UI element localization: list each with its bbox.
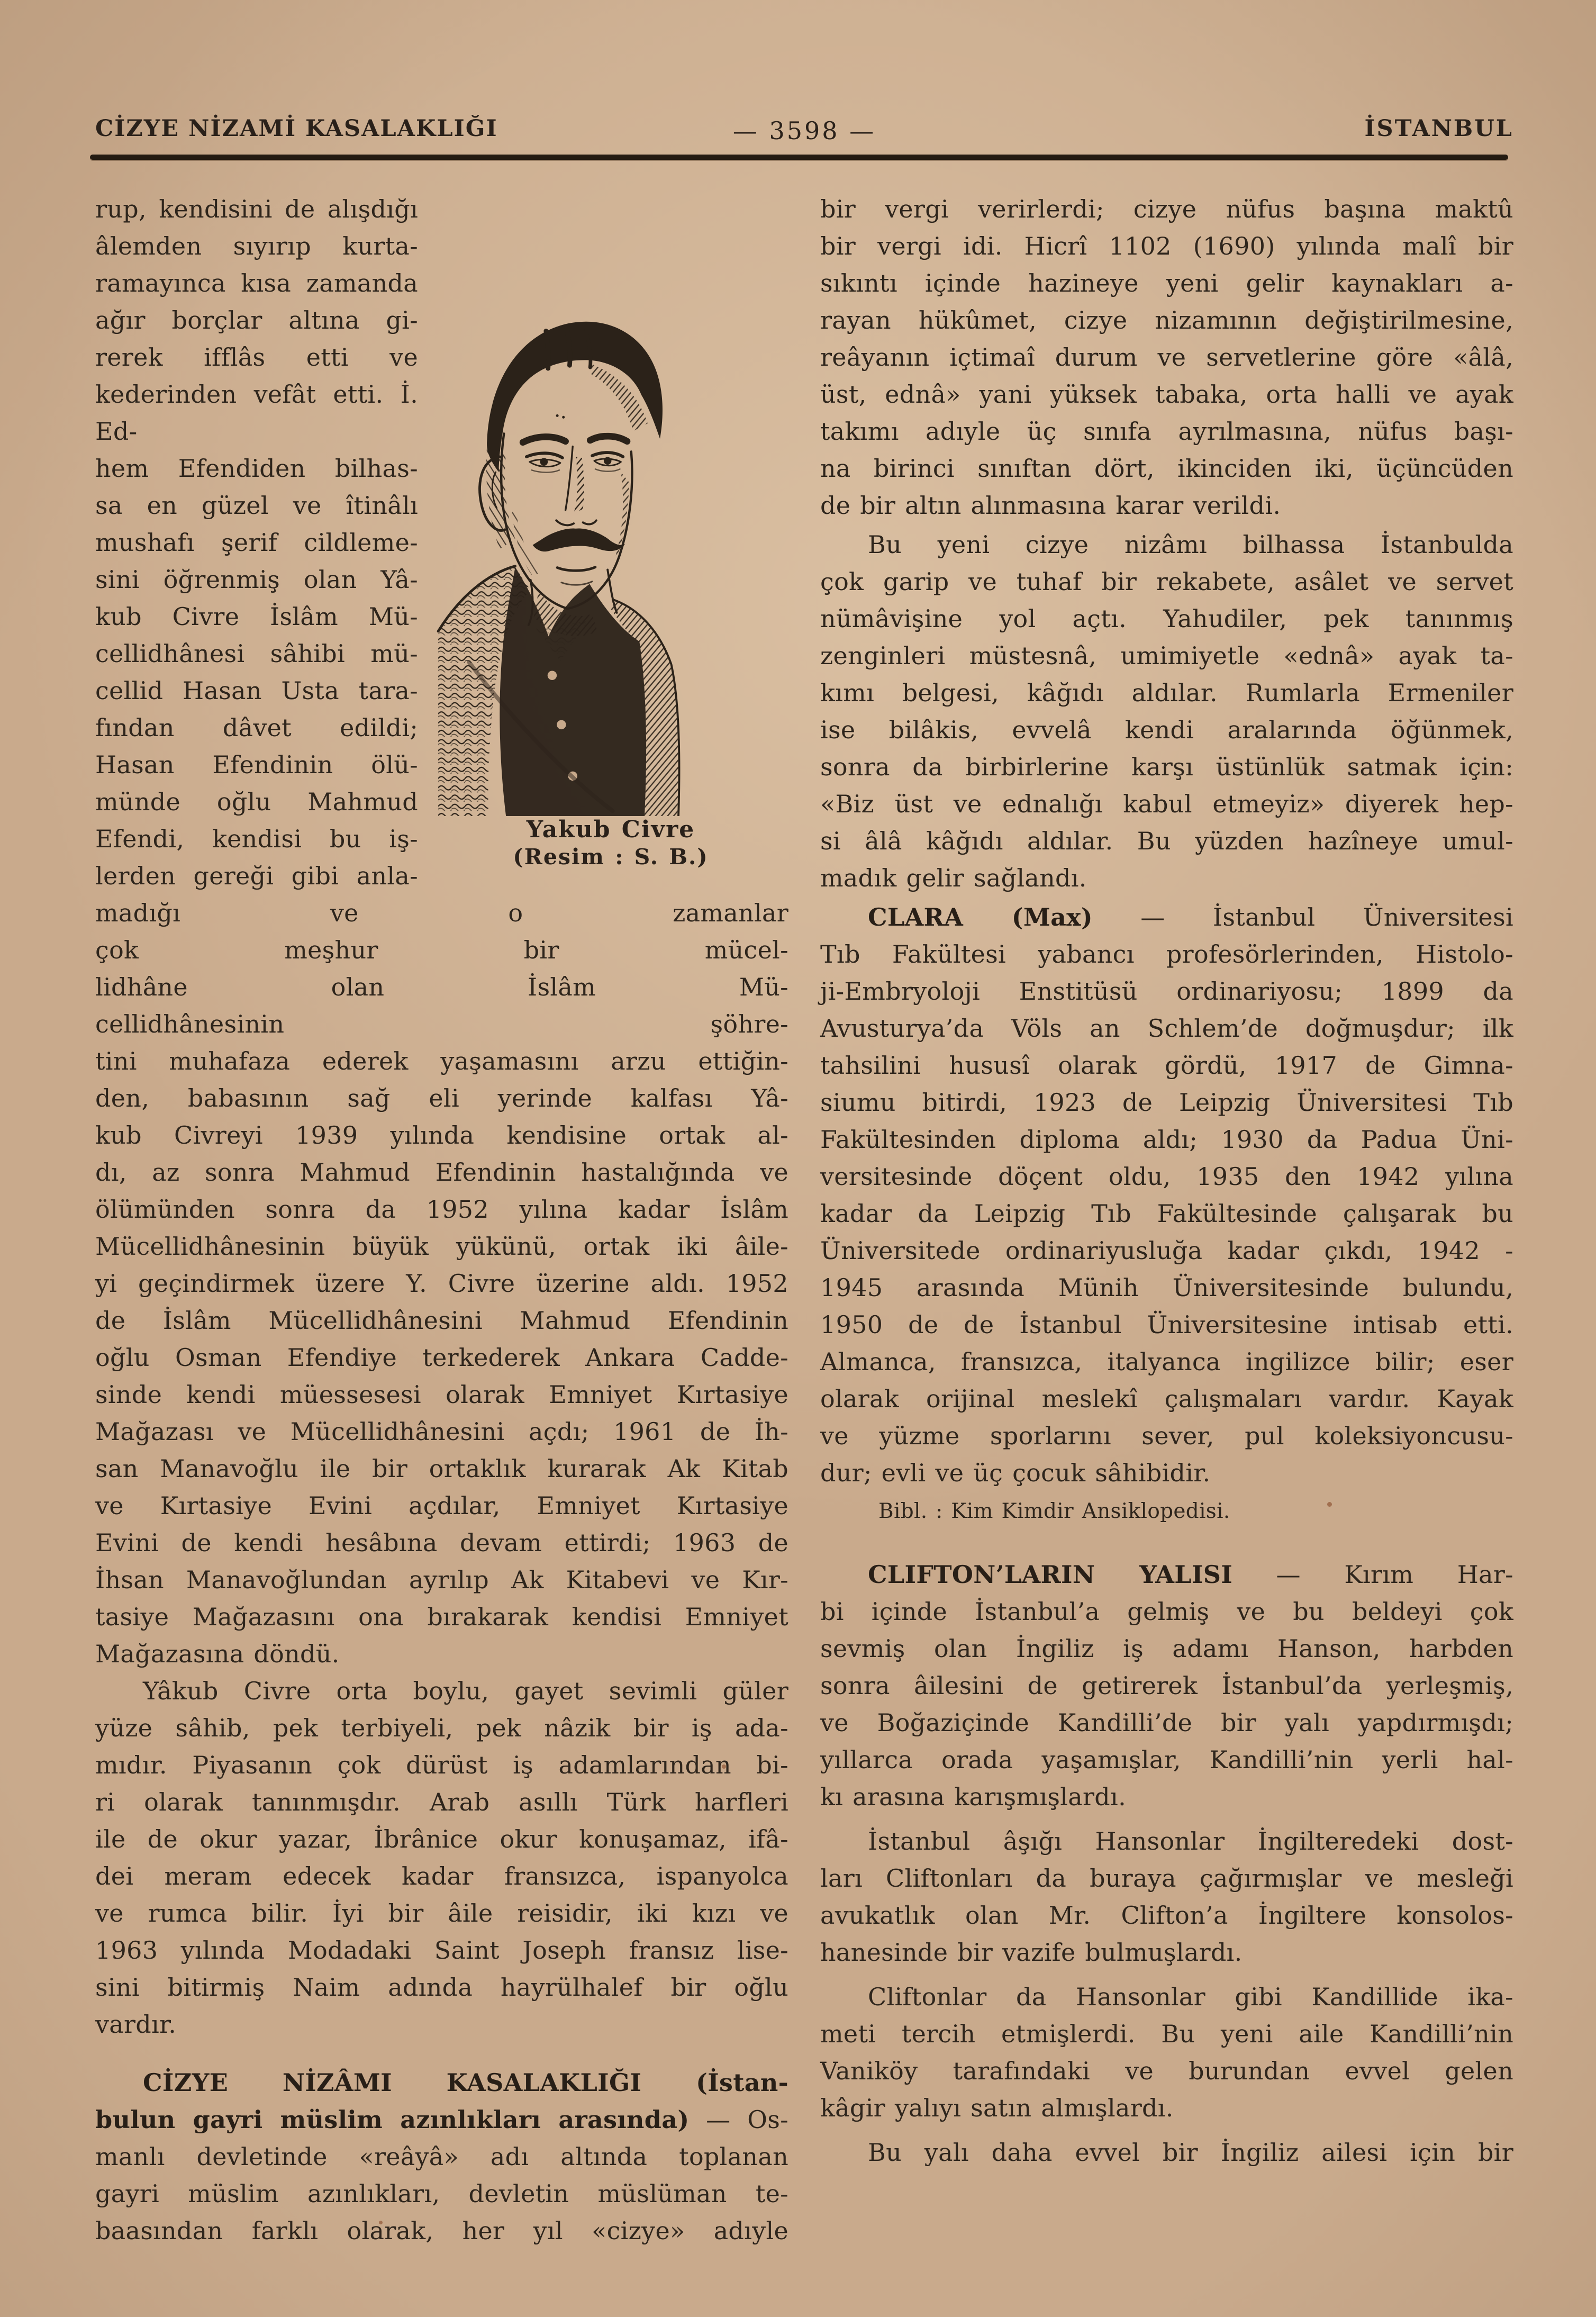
text-line: Bu yeni cizye nizâmı bilhassa İstanbulda xyxy=(868,530,1513,559)
text-line: Efendi, kendisi bu iş- xyxy=(95,825,418,853)
text-line: «Biz üst ve ednalığı kabul etmeyiz» diyerek hep- xyxy=(820,790,1513,818)
text-line: kı arasına karışmışlardı. xyxy=(820,1782,1126,1811)
text-line: rup, kendisini de alışdığı âlemden sıyırıp kurta- xyxy=(95,195,418,260)
text-line: den, babasının sağ eli yerinde kalfası Yâ- xyxy=(95,1084,788,1112)
text-line: Tıb Fakültesi yabancı profesörlerinden, Histolo- xyxy=(820,940,1513,969)
text-line: sinde kendi müessesesi olarak Emniyet Kırtasiye xyxy=(95,1380,788,1409)
text-line: sini bitirmiş Naim adında hayrülhalef bir oğlu xyxy=(95,1973,788,2002)
text-line: 1950 de de İstanbul Üniversitesine intisab etti. xyxy=(820,1310,1513,1339)
text-line: Vaniköy tarafındaki ve burundan evvel gelen xyxy=(820,2057,1513,2085)
text-line: Yâkub Civre orta boylu, gayet sevimli güler xyxy=(143,1677,788,1705)
text-line: yüze sâhib, pek terbiyeli, pek nâzik bir iş ada- xyxy=(95,1714,788,1742)
text-line: Hasan Efendinin ölü- xyxy=(95,750,418,779)
text-line: çok meşhur bir mücel- xyxy=(95,936,788,964)
paragraph xyxy=(820,1497,1513,1526)
running-title-left: CİZYE NİZAMİ KASALAKLIĞI xyxy=(95,115,498,142)
text-line: bir vergi idi. Hicrî 1102 (1690) yılında malî bir xyxy=(820,232,1513,260)
text-line: çok garip ve tuhaf bir rekabete, asâlet ve servet xyxy=(820,567,1513,596)
text-line: ve yüzme sporlarını sever, pul koleksiyoncusu- xyxy=(820,1422,1513,1450)
text-line: üst, ednâ» yani yüksek tabaka, orta halli ve ayak xyxy=(820,380,1513,409)
yakub-civre-portrait-illustration xyxy=(433,303,788,816)
header-divider xyxy=(90,155,1508,160)
text-columns xyxy=(95,191,1513,2249)
text-line: ri olarak tanınmışdır. Arab asıllı Türk harfleri xyxy=(95,1788,788,1816)
text-line: Mağazası ve Mücellidhânesini açdı; 1961 de İh- xyxy=(95,1417,788,1446)
text-line: ve Kırtasiye Evini açdılar, Emniyet Kırtasiye xyxy=(95,1491,788,1520)
text-line: tahsilini hususî olarak gördü, 1917 de Gimna- xyxy=(820,1051,1513,1080)
text-line: kub Civreyi 1939 yılında kendisine ortak al- xyxy=(95,1121,788,1150)
portrait-figure xyxy=(433,303,788,892)
paragraph xyxy=(95,2064,788,2249)
text-line: kımı belgesi, kâğıdı aldılar. Rumlarla Ermeniler xyxy=(820,678,1513,707)
text-line: mushafı şerif cildleme- xyxy=(95,528,418,557)
text-line: bi içinde İstanbul’a gelmiş ve bu beldeyi çok xyxy=(820,1597,1513,1626)
text-line: Evini de kendi hesâbına devam ettirdi; 1963 de xyxy=(95,1528,788,1557)
text-line: cellid Hasan Usta tara- xyxy=(95,676,418,705)
text-line: gayri müslim azınlıkları, devletin müslüman te- xyxy=(95,2179,788,2208)
text-line: dei meram edecek kadar fransızca, ispanyolca xyxy=(95,1862,788,1890)
text-line: baasından farklı olarak, her yıl «cizye» adıyle xyxy=(95,2216,788,2245)
text-line: meti tercih etmişlerdi. Bu yeni aile Kandilli’nin xyxy=(820,2020,1513,2048)
portrait-caption: Yakub Civre xyxy=(526,816,695,843)
text-line: CLIFTON’LARIN YALISI — Kırım Har- xyxy=(868,1560,1513,1589)
text-line: manlı devletinde «reâyâ» adı altında toplanan xyxy=(95,2142,788,2171)
text-line: dur; evli ve üç çocuk sâhibidir. xyxy=(820,1459,1211,1487)
text-line: ve Boğaziçinde Kandilli’de bir yalı yapdırmışdı; xyxy=(820,1708,1513,1737)
text-line: tasiye Mağazasını ona bırakarak kendisi Emniyet xyxy=(95,1603,788,1631)
text-line: İhsan Manavoğlundan ayrılıp Ak Kitabevi ve Kır- xyxy=(95,1565,788,1594)
text-line: Bibl. : Kim Kimdir Ansiklopedisi. xyxy=(878,1499,1230,1523)
text-line: nümâvişine yol açtı. Yahudiler, pek tanınmış xyxy=(820,604,1513,633)
text-line: sonra âilesini de getirerek İstanbul’da yerleşmiş, xyxy=(820,1671,1513,1700)
text-line: zenginleri müstesnâ, umimiyetle «ednâ» ayak ta- xyxy=(820,641,1513,670)
page-header xyxy=(95,115,1513,152)
text-line: mıdır. Piyasanın çok dürüst iş adamlarından bi- xyxy=(95,1751,788,1779)
text-line: Mücellidhânesinin büyük yükünü, ortak iki âile- xyxy=(95,1232,788,1261)
text-line: san Manavoğlu ile bir ortaklık kurarak Ak Kitab xyxy=(95,1454,788,1483)
text-line: reâyanın içtimaî durum ve servetlerine göre «âlâ, xyxy=(820,343,1513,372)
text-line: ise bilâkis, evvelâ kendi aralarında öğünmek, xyxy=(820,716,1513,744)
text-line: Cliftonlar da Hansonlar gibi Kandillide ika- xyxy=(868,1983,1513,2011)
text-line: hanesinde bir vazife bulmuşlardı. xyxy=(820,1938,1243,1967)
text-line: sevmiş olan İngiliz iş adamı Hanson, harbden xyxy=(820,1634,1513,1663)
paragraph xyxy=(820,1823,1513,1971)
text-line: bir vergi verirlerdi; cizye nüfus başına maktû xyxy=(820,195,1513,223)
paragraph xyxy=(95,1672,788,2043)
page-number: — 3598 — xyxy=(732,116,876,145)
portrait-credit: (Resim : S. B.) xyxy=(513,844,709,870)
text-line: olarak orijinal meslekî çalışmaları vardır. Kayak xyxy=(820,1384,1513,1413)
text-line: siumu bitirdi, 1923 de Leipzig Üniversitesi Tıb xyxy=(820,1088,1513,1117)
text-line: Üniversitede ordinariyusluğa kadar çıkdı, 1942 - xyxy=(820,1236,1513,1265)
text-line: ile de okur yazar, İbrânice okur konuşamaz, ifâ- xyxy=(95,1825,788,1853)
paragraph xyxy=(820,1556,1513,1815)
text-line: 1945 arasında Münih Üniversitesinde bulundu, xyxy=(820,1273,1513,1302)
text-line: kâgir yalıyı satın almışlardı. xyxy=(820,2094,1174,2122)
text-line: lidhâne olan İslâm Mü- xyxy=(95,973,788,1001)
text-line: madık gelir sağlandı. xyxy=(820,864,1087,892)
text-line: kadar da Leipzig Tıb Fakültesinde çalışarak bu xyxy=(820,1199,1513,1228)
text-line: lerden gereği gibi anla- xyxy=(95,862,418,890)
text-line: tini muhafaza ederek yaşamasını arzu ettiğin- xyxy=(95,1047,788,1075)
text-line: ramayınca kısa zamanda ağır borçlar altına gi- xyxy=(95,269,418,334)
text-line: kub Civre İslâm Mü- xyxy=(95,602,418,631)
text-line: de bir altın alınmasına karar verildi. xyxy=(820,491,1281,520)
text-line: sini öğrenmiş olan Yâ- xyxy=(95,565,418,594)
text-line: CİZYE NİZÂMI KASALAKLIĞI (İstan- xyxy=(143,2068,788,2097)
text-line: de İslâm Mücellidhânesini Mahmud Efendinin xyxy=(95,1306,788,1335)
paragraph xyxy=(820,899,1513,1491)
text-line: rayan hükûmet, cizye nizamının değiştirilmesine, xyxy=(820,306,1513,334)
text-line: dı, az sonra Mahmud Efendinin hastalığında ve xyxy=(95,1158,788,1187)
text-line: İstanbul âşığı Hansonlar İngilteredeki dost- xyxy=(868,1827,1513,1856)
text-line: takımı adıyle üç sınıfa ayrılmasına, nüfus başı- xyxy=(820,417,1513,446)
text-line: bulun gayri müslim azınlıkları arasında) — Os- xyxy=(95,2105,788,2134)
paragraph xyxy=(820,526,1513,897)
text-line: 1963 yılında Modadaki Saint Joseph fransız lise- xyxy=(95,1936,788,1965)
text-line: Fakültesinden diploma aldı; 1930 da Padua Üni- xyxy=(820,1125,1513,1154)
text-line: si âlâ kâğıdı aldılar. Bu yüzden hazîneye umul- xyxy=(820,827,1513,855)
text-line: ölümünden sonra da 1952 yılına kadar İslâm xyxy=(95,1195,788,1224)
text-line: ji-Embryoloji Enstitüsü ordinariyosu; 1899 da xyxy=(820,977,1513,1006)
text-line: avukatlık olan Mr. Clifton’a İngiltere konsolos- xyxy=(820,1901,1513,1930)
text-line: Mağazasına döndü. xyxy=(95,1640,340,1668)
paragraph xyxy=(820,1978,1513,2126)
text-line: versitesinde döçent oldu, 1935 den 1942 yılına xyxy=(820,1162,1513,1191)
text-line: cellidhânesinin şöhre- xyxy=(95,1010,788,1038)
text-line: cellidhânesi sâhibi mü- xyxy=(95,639,418,668)
right-column xyxy=(820,191,1513,2171)
text-line: Bu yalı daha evvel bir İngiliz ailesi için bir xyxy=(868,2138,1513,2167)
left-column xyxy=(95,191,788,2249)
text-line: ları Cliftonları da buraya çağırmışlar ve mesleği xyxy=(820,1864,1513,1893)
text-line: sonra da birbirlerine karşı üstünlük satmak için: xyxy=(820,753,1513,781)
text-line: münde oğlu Mahmud xyxy=(95,788,418,816)
text-line: fından dâvet edildi; xyxy=(95,713,418,742)
text-line: sıkıntı içinde hazineye yeni gelir kaynakları a- xyxy=(820,269,1513,297)
text-line: vardır. xyxy=(95,2010,177,2039)
text-line: CLARA (Max) — İstanbul Üniversitesi xyxy=(868,903,1513,931)
paragraph xyxy=(820,191,1513,524)
text-line: hem Efendiden bilhas- xyxy=(95,454,418,483)
paragraph xyxy=(820,2134,1513,2171)
text-line: ve rumca bilir. İyi bir âile reisidir, iki kızı ve xyxy=(95,1899,788,1927)
text-line: madığı ve o zamanlar xyxy=(95,899,788,927)
running-title-right: İSTANBUL xyxy=(1364,115,1513,142)
text-line: rerek ifflâs etti ve kederinden vefât etti. İ. Ed- xyxy=(95,343,418,446)
text-line: sa en güzel ve îtinâlı xyxy=(95,491,418,520)
text-line: na birinci sınıftan dört, ikinciden iki, üçüncüden xyxy=(820,454,1513,483)
text-line: oğlu Osman Efendiye terkederek Ankara Cadde- xyxy=(95,1343,788,1372)
text-line: Avusturya’da Völs an Schlem’de doğmuşdur; ilk xyxy=(820,1014,1513,1043)
text-line: yi geçindirmek üzere Y. Civre üzerine aldı. 1952 xyxy=(95,1269,788,1298)
text-line: Almanca, fransızca, italyanca ingilizce bilir; eser xyxy=(820,1347,1513,1376)
text-line: yıllarca orada yaşamışlar, Kandilli’nin yerli hal- xyxy=(820,1745,1513,1774)
